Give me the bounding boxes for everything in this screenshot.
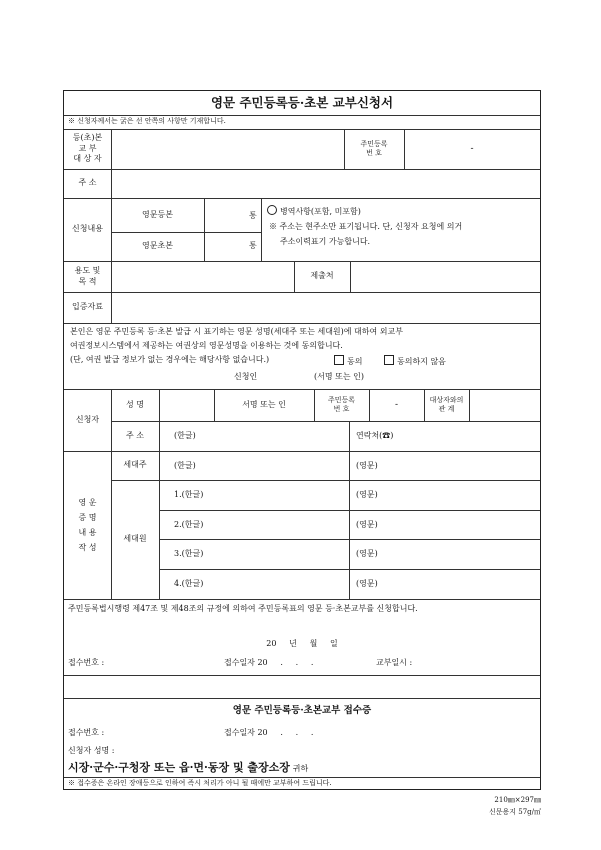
target-resno-field[interactable]: - [470, 143, 474, 154]
submit-to-label: 제출처 [310, 271, 334, 281]
rule [204, 198, 205, 261]
stub-note: ※ 접수증은 온라인 장애등으로 인하여 즉시 처리가 아니 될 때에만 교부하여 드립니다. [68, 779, 332, 787]
issue-date: 교부일시 : [376, 658, 413, 667]
date-line: 20 년 월 일 [266, 639, 338, 648]
rule [64, 169, 540, 170]
member-eng-field[interactable]: (영문) [356, 549, 378, 558]
stub-authority: 시장·군수·구청장 또는 읍·면·동장 및 출장소장 귀하 [68, 761, 309, 774]
evidence-label: 입증자료 [72, 302, 103, 312]
radio-icon[interactable] [267, 205, 277, 215]
head-eng-field[interactable]: (영문) [356, 461, 378, 470]
relation-field[interactable] [472, 392, 536, 418]
address-field[interactable] [114, 172, 534, 194]
paper-size: 210㎜×297㎜ [494, 796, 541, 804]
consent-agree[interactable]: 동의 [334, 355, 362, 367]
eng-copy-unit: 통 [249, 211, 257, 220]
english-name-label: 영 운 증 명 내 용 작 성 [78, 497, 97, 553]
purpose-field[interactable] [114, 264, 290, 289]
application-form [63, 90, 541, 790]
member-kor-field[interactable]: 1.(한글) [174, 490, 204, 499]
stub-applicant-name: 신청자 성명 : [68, 746, 115, 755]
member-eng-field[interactable]: (영문) [356, 579, 378, 588]
stub-title: 영문 주민등록등·초본교부 접수증 [232, 705, 372, 716]
member-kor-field[interactable]: 2.(한글) [174, 520, 204, 529]
stub-receipt-date: 접수일자 20 . . . [224, 728, 314, 737]
rule [111, 421, 540, 422]
stub-receipt-no: 접수번호 : [68, 728, 105, 737]
evidence-field[interactable] [114, 295, 534, 320]
rule [261, 198, 262, 261]
consent-line-1: 본인은 영문 주민등록 등·초본 발급 시 표기하는 영문 성명(세대주 또는 세대원)에 대하여 외교부 [70, 327, 403, 336]
rule [64, 599, 540, 600]
applicant-resno-label: 주민등록 번 호 [327, 395, 356, 413]
rule [64, 323, 540, 324]
member-eng-field[interactable]: (영문) [356, 520, 378, 529]
content-note-2: 주소이력표기 가능합니다. [280, 237, 371, 246]
member-eng-field[interactable]: (영문) [356, 490, 378, 499]
receipt-no: 접수번호 : [68, 658, 105, 667]
applicant-name-field[interactable] [162, 392, 210, 418]
applicant-sign-label: 서명 또는 인 [242, 399, 286, 409]
form-note: ※ 신청자께서는 굵은 선 안쪽의 사항만 기재합니다. [68, 117, 226, 125]
military-option[interactable]: 병역사항(포함, 미포함) [267, 205, 361, 217]
purpose-label: 용도 및 목 적 [74, 265, 101, 286]
rule [64, 698, 540, 699]
rule [159, 451, 160, 599]
consent-applicant-label: 신청인 [234, 372, 258, 381]
member-kor-field[interactable]: 3.(한글) [174, 549, 204, 558]
consent-line-2: 여권정보시스템에서 제공하는 여권상의 영문성명을 이용하는 것에 동의합니다. [70, 341, 343, 350]
rule [349, 421, 350, 599]
eng-copy-label: 영문등본 [142, 209, 173, 219]
eng-abstract-label: 영문초본 [142, 241, 173, 251]
address-label: 주 소 [78, 178, 97, 188]
content-label: 신청내용 [72, 224, 103, 234]
head-kor-field[interactable]: (한글) [174, 461, 196, 470]
rule [64, 115, 540, 116]
rule [469, 389, 470, 421]
applicant-label: 신청자 [75, 414, 100, 424]
contact-label: 연락처(☎) [356, 431, 394, 440]
paper-type: 신문용지 57g/㎡ [488, 808, 541, 816]
form-title: 영문 주민등록등·초본 교부신청서 [210, 95, 394, 110]
eng-abstract-unit: 통 [249, 241, 257, 250]
rule [111, 480, 540, 481]
checkbox-icon[interactable] [384, 355, 394, 365]
relation-label: 대상자와의 관 계 [429, 395, 464, 413]
rule [159, 389, 160, 451]
applicant-address-label: 주 소 [126, 430, 144, 440]
member-kor-field[interactable]: 4.(한글) [174, 579, 204, 588]
consent-disagree[interactable]: 동의하지 않음 [384, 355, 446, 367]
rule [64, 292, 540, 293]
target-resno-label: 주민등록 번 호 [360, 139, 388, 157]
applicant-name-label: 성 명 [126, 399, 144, 409]
rule [64, 777, 540, 778]
target-name-field[interactable] [114, 133, 340, 165]
checkbox-icon[interactable] [334, 355, 344, 365]
applicant-address-field[interactable]: (한글) [174, 431, 196, 440]
submit-to-field[interactable] [354, 264, 534, 289]
receipt-date: 접수일자 20 . . . [224, 658, 314, 667]
consent-line-3: (단, 여권 발급 정보가 없는 경우에는 해당사항 없습니다.) [70, 355, 270, 364]
head-label: 세대주 [123, 460, 147, 470]
rule [64, 675, 540, 676]
consent-sign-label: (서명 또는 인) [314, 372, 364, 381]
applicant-resno-field[interactable]: - [394, 399, 399, 410]
rule [350, 261, 351, 292]
member-label: 세대원 [123, 534, 147, 544]
content-note-1: ※ 주소는 현주소만 표기됩니다. 단, 신청자 요청에 의거 [269, 222, 463, 231]
legal-text: 주민등록법시행령 제47조 및 제48조의 규정에 의하여 주민등록표의 영문 등·초본교부를 신청합니다. [68, 604, 418, 613]
target-label: 등(초)본 교 부 대 상 자 [72, 132, 103, 164]
